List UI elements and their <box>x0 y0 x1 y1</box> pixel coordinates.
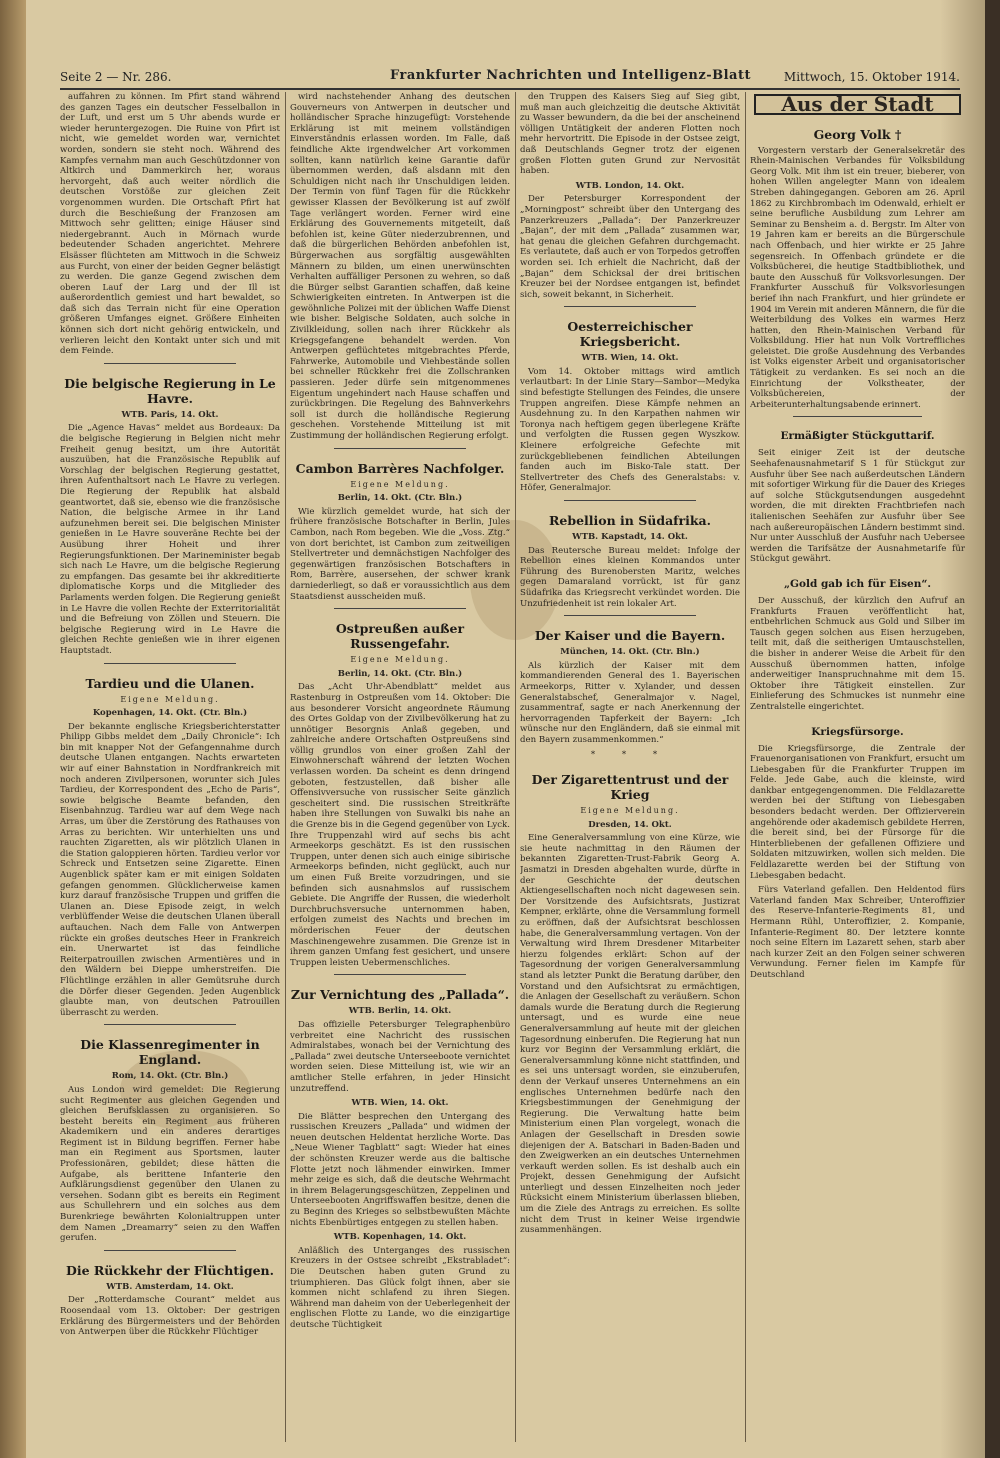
star-separator: * * * <box>590 749 670 760</box>
article-text: Das „Acht Uhr-Abendblatt“ meldet aus Rastenburg in Ostpreußen vom 14. Oktober: Die aus besonderer Vorsicht angeordnete Räumung des Ortes Goldap von der Zivilbevölkerung hat zu unnötiger Besorgnis Anlaß gegeben, und zahlreiche andere Ortschaften Ostpreußens sind völlig grundlos von einer großen Zahl der Einwohnerschaft während der letzten Wochen verlassen worden. Da scheint es denn dringend geboten, festzustellen, daß bisher alle Offensivversuche von russischer Seite gänzlich gescheitert sind. Die russischen Streitkräfte haben ihre Stellungen von Suwalki bis nahe an die Grenze bis in die Gegend gegenüber von Lyck. Ihre Truppenzahl wird auf sechs bis acht Armeekorps geschätzt. Es ist den russischen Truppen, unter denen sich auch einige sibirische Armeekorps befinden, nicht geglückt, auch nur um einen Fuß Breite vorzudringen, und sie befinden sich ausnahmslos auf russischem Gebiete. Die Angriffe der Russen, die wiederholt Durchbruchsversuche unternommen haben, erfolgen zumeist des Nachts und brechen im mörderischen Feuer der deutschen Maschinengewehre zusammen. Die Grenze ist in ihrem ganzen Umfang fest gesichert, und unsere Truppen leisten Uebermenschliches. <box>290 682 510 968</box>
article-headline: Cambon Barrères Nachfolger. <box>295 460 505 476</box>
separator <box>334 974 466 975</box>
article-headline: Die belgische Regierung in Le Havre. <box>64 375 276 406</box>
column-3 <box>520 92 740 1442</box>
article-headline: „Gold gab ich für Eisen“. <box>783 577 932 590</box>
article-headline: Die Klassenregimenter in England. <box>80 1037 260 1068</box>
issue-date: Mittwoch, 15. Oktober 1914. <box>783 70 960 84</box>
article-headline: Rebellion in Südafrika. <box>548 513 712 528</box>
article-text: Seit einiger Zeit ist der deutsche Seehafenausnahmetarif S 1 für Stückgut zur Ausfuhr über See nach außerdeutschen Ländern mit sofortiger Wirkung für die Dauer des Krieges auf solche Stückgutsendungen ausgedehnt worden, die mit direkten Frachtbriefen nach italienischen Seehäfen zur Ausfuhr über See nach außereuropäischen Ländern bestimmt sind. Nur unter Ausschluß der Ausfuhr nach Uebersee werden die Tarifsätze der Ausnahmetarife für Stückgut gewährt. <box>750 448 965 565</box>
article-text: Der bekannte englische Kriegsberichterstatter Philipp Gibbs meldet dem „Daily Chronicle“: Ich bin mit knapper Not der Gefangennahme durch deutsche Ulanen entgangen. Nachts erwarteten wir auf einer Bahnstation in Nordfrankreich mit noch anderen Zivilpersonen, worunter sich Jules Tardieu, der Korrespondent des „Echo de Paris“, sowie belgische Beamte befanden, den Eisenbahnzug. Tardieu war auf dem Wege nach Arras, um über die Zerstörung des Rathauses von Arras zu berichten. Wir unterhielten uns und rauchten Zigaretten, als wir plötzlich Ulanen in die Station galoppieren hörten. Tardieu verlor vor Schreck und Entsetzen seine Zigarette. Einen Augenblick später kam er mit einigen Soldaten gefangen genommen. Glücklicherweise kamen kurz darauf französische Truppen und griffen die Ulanen an. Diese Episode zeigt, in welch verblüffender Weise die deutschen Ulanen überall auftauchen. Nach dem Falle von Antwerpen rückte ein großes deutsches Heer in Frankreich ein. Unerwartet ist das feindliche Reiterpatrouillen zwischen Armentières und in den Wäldern bei Dieppe umherstreifen. Die Flüchtlinge erzählen in aller Gemütsruhe durch die Dörfer dieser Gegenden. Jeden Augenblick glaubte man, von deutschen Patrouillen überrascht zu werden. <box>60 721 280 1018</box>
column-2 <box>290 92 510 1442</box>
separator <box>104 363 236 364</box>
column-1 <box>60 92 280 1442</box>
article-text: Das Reutersche Bureau meldet: Infolge der Rebellion eines kleinen Kommandos unter Führung des Burenobersten Maritz, welches gegen Damaraland vorrückt, ist für ganz Südafrika das Kriegsrecht verkündet worden. Die Unzufriedenheit ist rein lokaler Art. <box>520 545 740 609</box>
page-number: Seite 2 — Nr. 286. <box>60 70 172 84</box>
dateline: WTB. London, 14. Okt. <box>575 180 685 191</box>
source-line: Eigene Meldung. <box>350 655 450 665</box>
article-text: wird nachstehender Anhang des deutschen Gouverneurs von Antwerpen in deutscher und holländischer Sprache hinzugefügt: Vorstehende Erklärung ist mit meinem vollständigen Einverständnis erlassen worden. Im Falle, daß feindliche Akte irgendwelcher Art vorkommen sollten, kann natürlich keine Garantie dafür übernommen werden, daß alsdann mit den Schuldigen nicht nach ihr Unschuldigen leiden. Der Termin von fünf Tagen für die Rückkehr gewisser Klassen der Bevölkerung ist auf zwölf Tage verlängert worden. Ferner wird eine Erklärung des Gouvernements mitgeteilt, daß befohlen ist, keine Güter niederzubrennen, und daß die bürgerlichen Behörden anbefohlen ist, Bürgerwachen aus sorgfältig ausgewählten Männern zu bilden, um einen unerwünschten Verhalten auffälliger Personen zu wehren, so daß die Bürger selbst Garantien schaffen, daß keine Schwierigkeiten eintreten. In Antwerpen ist die gewöhnliche Polizei mit der üblichen Waffe Dienst wie bisher. Belgische Soldaten, auch solche in Zivilkleidung, sollen nach ihrer Rückkehr als Kriegsgefangene behandelt werden. Von Antwerpen geflüchtetes mitgebrachtes Pferde, Fahrwerke, Automobile und Viehbestände sollen bei schneller Rückkehr frei die Zollschranken passieren. Jeder dürfe sein mitgenommenes Eigentum ungehindert nach Hause schaffen und zurückbringen. Die Regelung des Bahnverkehrs soll ist durch die holländische Regierung geschehen. Vorstehende Mitteilung ist mit Zustimmung der holländischen Regierung erfolgt. <box>290 92 510 441</box>
separator <box>793 416 922 417</box>
article-text: Die Kriegsfürsorge, die Zentrale der Frauenorganisationen von Frankfurt, ersucht um Liebesgaben für die Frankfurter Truppen im Felde. Jede Gabe, auch die kleinste, wird dankbar entgegengenommen. Die Feldlazarette werden bei der Stiftung von Liebesgaben besonders bedacht werden. Der Offizierverein angehörende oder akademisch gebildete Herren, die bereit sind, bei der Fürsorge für die Hinterbliebenen der gefallenen Offiziere und Soldaten mitzuwirken, wollen sich melden. Die Feldlazarette werden bei der Stiftung von Liebesgaben bedacht. <box>750 743 965 881</box>
dateline: Dresden, 14. Okt. <box>588 819 672 830</box>
separator <box>334 448 466 449</box>
article-text: Vom 14. Oktober mittags wird amtlich verlautbart: In der Linie Stary—Sambor—Medyka sind befestigte Stellungen des Feindes, die unsere Truppen angreifen. Diese Kämpfe nehmen an Ausdehnung zu. In den Karpathen nahmen wir Toronya nach heftigem gegen überlegene Kräfte und verfolgten die Russen gegen Wyszkow. Kleinere erfolgreiche Gefechte mit zurückgebliebenen feindlichen Abteilungen fanden auch im Bisko-Tale statt. Der Stellvertreter des Chefs des Generalstabs: v. Höfer, Generalmajor. <box>520 366 740 494</box>
page-binding-edge <box>0 0 26 1458</box>
background-edge <box>985 0 1000 1458</box>
separator <box>334 608 466 609</box>
column-divider <box>515 92 516 1442</box>
column-divider <box>745 92 746 1442</box>
article-headline: Der Kaiser und die Bayern. <box>534 628 726 644</box>
dateline: WTB. Wien, 14. Okt. <box>581 353 679 364</box>
article-headline: Der Zigarettentrust und der Krieg <box>531 772 729 803</box>
article-text: auffahren zu können. Im Pfirt stand während des ganzen Tages ein deutscher Fesselballon in der Luft, und erst um 5 Uhr abends wurde er wieder heruntergezogen. Die Ruine von Pfirt ist nicht, wie gemeldet worden war, vernichtet worden, sondern sie steht noch. Während des Kampfes vernahm man auch Geschützdonner von Altkirch und Dammerkirch her, woraus hervorgeht, daß auch weiter nördlich die deutschen Vorstöße zur gleichen Zeit vorgenommen wurden. Die Ortschaft Pfirt hat durch die Beschießung der Franzosen am Mittwoch sehr gelitten; einige Häuser sind niedergebrannt. Auch in Mörnach wurde bedeutender Schaden angerichtet. Mehrere Elsässer flüchteten am Mittwoch in die Schweiz aus Furcht, von einer der beiden Gegner belästigt zu werden. Die ganze Gegend zwischen dem oberen Lauf der Larg und der Ill ist außerordentlich gemiest und hart bewaldet, so daß sich das Terrain nicht für eine Operation größeren Umfanges eignet. Größere Einheiten können sich dort nicht gehörig entwickeln, und verlieren leicht den Kontakt unter sich und mit dem Feinde. <box>60 92 280 357</box>
article-headline: Oesterreichischer Kriegsbericht. <box>567 319 693 350</box>
dateline: Berlin, 14. Okt. (Ctr. Bln.) <box>337 668 463 679</box>
source-line: Eigene Meldung. <box>350 479 450 489</box>
obituary-headline: Georg Volk † <box>813 126 902 142</box>
section-title: Aus der Stadt <box>754 94 961 115</box>
article-text: Der Ausschuß, der kürzlich den Aufruf an Frankfurts Frauen veröffentlicht hat, entbehrlichen Schmuck aus Gold und Silber im Tausch gegen solchen aus Eisen herzugeben, teilt mit, daß die seitherigen Umtauschstellen, die bisher in anderer Weise die Arbeit für den Ausschuß übernommen hatten, infolge anderweitiger Inanspruchnahme mit dem 15. Oktober ihre Tätigkeit einstellen. Zur Einlieferung des Schmuckes ist nunmehr eine Zentralstelle eingerichtet. <box>750 595 965 712</box>
article-text: Als kürzlich der Kaiser mit dem kommandierenden General des 1. Bayerischen Armeekorps, Ritter v. Xylander, und dessen Generalstabschef, Generalmajor v. Nagel, zusammentraf, sagte er nach Anerkennung der hervorragenden Tapferkeit der Bayern: „Ich wünsche nur den Engländern, daß sie einmal mit den Bayern zusammenkommen.“ <box>520 660 740 745</box>
dateline: Kopenhagen, 14. Okt. (Ctr. Bln.) <box>92 708 248 719</box>
dateline: Rom, 14. Okt. (Ctr. Bln.) <box>111 1071 229 1082</box>
separator <box>564 306 696 307</box>
article-text: Vorgestern verstarb der Generalsekretär des Rhein-Mainischen Verbandes für Volksbildung Georg Volk. Mit ihm ist ein treuer, bieberer, von hohen Willen angelegter Mann von idealem Streben dahingegangen. Geboren am 26. April 1862 zu Kirchbrombach im Odenwald, erhielt er seine berufliche Ausbildung zum Lehrer am Seminar zu Bensheim a. d. Bergstr. Im Alter von 19 Jahren kam er bereits an die Bürgerschule nach Offenbach, und hier wirkte er 25 Jahre segensreich. In Offenbach gründete er die Volksbücherei, die heutige Stadtbibliothek, und baute den Ausschuß für Volksvorlesungen. Der Frankfurter Ausschuß für Volksvorlesungen berief ihn nach Frankfurt, und hier gründete er 1904 im Verein mit anderen Männern, die für die Weiterbildung des Volkes ein warmes Herz hatten, den Rhein-Mainischen Verband für Volksbildung. Hier hat nun Volk Vortreffliches geleistet. Die große Ausdehnung des Verbandes ist Volks eigenster Arbeit und organisatorischer Tätigkeit zu verdanken. Es sei noch an die Einrichtung der Volkstheater, der Volksbüchereien, der Arbeiterunterhaltungsabende erinnert. <box>750 145 965 410</box>
article-headline: Kriegsfürsorge. <box>811 725 904 738</box>
article-text: Aus London wird gemeldet: Die Regierung sucht Regimenter aus gleichen Gegenden und gleichen Berufsklassen zu organisieren. So besteht bereits ein Regiment aus früheren Akademikern und ein anderes derartiges Regiment ist in Bildung begriffen. Ferner habe man ein Regiment aus Sportsmen, lauter Professionären, gebildet; diese hätten die Aufgabe, als berittene Infanterie den Aufklärungsdienst gegenüber den Ulanen zu versehen. Sodann gibt es bereits ein Regiment aus Schullehrern und ein solches aus dem Burenkriege bewährten Kolonialtruppen unter dem Namen „Dreamarry“ seien zu den Waffen gerufen. <box>60 1084 280 1244</box>
article-text: Das offizielle Petersburger Telegraphenbüro verbreitet eine Nachricht des russischen Admiralstabes, wonach bei der Vernichtung des „Pallada“ zwei deutsche Unterseeboote vernichtet worden seien. Diese Mitteilung ist, wie wir an amtlicher Stelle erfahren, in jeder Hinsicht unzutreffend. <box>290 1019 510 1094</box>
article-text: Eine Generalversammlung von eine Kürze, wie sie heute nachmittag in den Räumen der bekannten Zigaretten-Trust-Fabrik Georg A. Jasmatzi in Dresden abgehalten wurde, dürfte in der Geschichte der deutschen Aktiengesellschaften noch nicht dagewesen sein. Der Vorsitzende des Aufsichtsrats, Justizrat Kempner, erklärte, ohne die Versammlung formell zu eröffnen, daß der Aufsichtsrat beschlossen habe, die Generalversammlung vertagen. Von der Verwaltung wird Ihrem Dresdener Mitarbeiter hierzu folgendes erklärt: Schon auf der Tagesordnung der vorigen Generalversammlung stand als letzter Punkt die Beratung darüber, den Vorstand und den Aufsichtsrat zu ermächtigen, die Anlagen der Gesellschaft zu veräußern. Schon damals wurde die Beratung durch die Regierung untersagt, und es wurde eine neue Generalversammlung auf heute mit der gleichen Tagesordnung einberufen. Die Regierung hat nun kurz vor Beginn der Versammlung erklärt, die Generalversammlung könne nicht stattfinden, und es sei uns untersagt worden, sie einzuberufen, denn der Verkauf unseres Unternehmens an ein englisches Unternehmen bedürfe nach den Kriegsbestimmungen der Genehmigung der Regierung. Die Verwaltung hatte beim Ministerium einen Plan vorgelegt, wonach die Anlagen der Gesellschaft in Dresden sowie diejenigen der A. Batschari in Baden-Baden und den Zweigwerken an ein deutsches Unternehmen verkauft werden sollen. Es ist deshalb auch ein Projekt, dessen Genehmigung der Aufsicht unterliegt und dessen Einzelheiten noch jeder Rücksicht einem Ministerium überlassen blieben, um die Ziele des Antrags zu erreichen. Es sollte nicht dem Trust in keiner Weise irgendwie zusammenhängen. <box>520 833 740 1236</box>
dateline: WTB. Kopenhagen, 14. Okt. <box>333 1232 467 1243</box>
article-headline: Die Rückkehr der Flüchtigen. <box>66 1262 274 1278</box>
article-text: Anläßlich des Unterganges des russischen Kreuzers in der Ostsee schreibt „Ekstrabladet“: Die Deutschen haben guten Grund zu triumphieren. Das Glück folgt ihnen, aber sie kommen nicht schlafend zu ihren Siegen. Während man daheim von der Ueberlegenheit der englischen Flotte zu Lande, wo die einzigartige deutsche Tüchtigkeit <box>290 1245 510 1330</box>
article-headline: Ermäßigter Stückguttarif. <box>780 430 935 443</box>
separator <box>104 1250 236 1251</box>
article-headline: Tardieu und die Ulanen. <box>85 675 255 691</box>
article-text: den Truppen des Kaisers Sieg auf Sieg gibt, muß man auch gleichzeitig die deutsche Aktivität zu Wasser bewundern, da die bei der anscheinend völligen Untätigkeit der anderen Flotten noch mehr hervortritt. Die Episode in der Ostsee zeigt, daß Deutschlands Gegner trotz der eigenen großen Flotten guten Grund zur Nervosität haben. <box>520 92 740 177</box>
separator <box>564 500 696 501</box>
article-text: Der „Rotterdamsche Courant“ meldet aus Roosendaal vom 13. Oktober: Der gestrigen Erklärung des Bürgermeisters und der Behörden von Antwerpen über die Rückkehr Flüchtiger <box>60 1295 280 1338</box>
article-text: Fürs Vaterland gefallen. Den Heldentod fürs Vaterland fanden Max Schreiber, Unteroffizier des Reserve-Infanterie-Regiments 81, und Hermann Rühl, Unteroffizier, 2. Kompanie, Infanterie-Regiment 80. Der letztere konnte noch seine Eltern im Lazarett sehen, starb aber nach kurzer Zeit an den Folgen seiner schweren Verwundung. Ferner fielen im Kampfe für Deutschland <box>750 885 965 980</box>
page-header <box>60 66 960 90</box>
dateline: WTB. Amsterdam, 14. Okt. <box>106 1281 234 1292</box>
dateline: WTB. Wien, 14. Okt. <box>351 1098 449 1109</box>
dateline: Berlin, 14. Okt. (Ctr. Bln.) <box>337 493 463 504</box>
column-4 <box>750 92 965 1442</box>
article-text: Die Blätter besprechen den Untergang des russischen Kreuzers „Pallada“ und widmen der neuen deutschen Heldentat herzliche Worte. Das „Neue Wiener Tagblatt“ sagt: Wieder hat eines der schönsten Kreuzer werde aus die baltische Flotte jetzt noch lähmender einwirken. Immer mehr zeige es sich, daß die deutsche Wehrmacht in ihrem Belagerungsgeschützen, Zeppelinen und Unterseebooten Angriffswaffen besitze, denen die zu Beginn des Krieges so selbstbewußten Mächte nichts Ebenbürtiges entgegen zu stellen haben. <box>290 1111 510 1228</box>
dateline: WTB. Berlin, 14. Okt. <box>348 1006 452 1017</box>
article-text: Der Petersburger Korrespondent der „Morningpost“ schreibt über den Untergang des Panzerkreuzers „Pallada“: Der Panzerkreuzer „Bajan“, der mit dem „Pallada“ zusammen war, hat genau die gleichen Gefahren durchgemacht. Es verlautete, daß auch er von Torpedos getroffen worden sei. Ich erhielt die Nachricht, daß der „Bajan“ dem Schicksal der drei britischen Kreuzer bei der Nordsee entgangen ist, befindet sich, soweit bekannt, in Sicherheit. <box>520 194 740 300</box>
dateline: München, 14. Okt. (Ctr. Bln.) <box>560 647 700 658</box>
dateline: WTB. Paris, 14. Okt. <box>121 409 219 420</box>
dateline: WTB. Kapstadt, 14. Okt. <box>572 532 688 542</box>
separator <box>104 1024 236 1025</box>
separator <box>104 663 236 664</box>
column-divider <box>285 92 286 1442</box>
source-line: Eigene Meldung. <box>120 694 220 704</box>
article-headline: Ostpreußen außer Russengefahr. <box>335 621 465 652</box>
separator <box>564 615 696 616</box>
newspaper-title: Frankfurter Nachrichten und Intelligenz-Blatt <box>390 68 751 83</box>
article-text: Wie kürzlich gemeldet wurde, hat sich der frühere französische Botschafter in Berlin, Jules Cambon, nach Rom begeben. Wie die „Voss. Ztg.“ von dort berichtet, ist Cambon zum zeitweiligen Stellvertreter und demnächstigen Nachfolger des gegenwärtigen französischen Botschafters in Rom, Barrère, ausersehen, der schwer krank darniederliegt, so daß er voraussichtlich aus dem Staatsdienst ausscheiden muß. <box>290 506 510 602</box>
source-line: Eigene Meldung. <box>580 806 680 816</box>
article-headline: Zur Vernichtung des „Pallada“. <box>290 987 510 1003</box>
article-text: Die „Agence Havas“ meldet aus Bordeaux: Da die belgische Regierung in Belgien nicht mehr Freiheit genug besitzt, um ihre Autorität auszuüben, hat die Französische Republik auf Vorschlag der belgischen Regierung gestattet, ihren Aufenthaltsort nach Le Havre zu verlegen. Die Regierung der Republik hat alsbald geantwortet, daß sie, ebenso wie die französische Nation, die belgische Armee in ihr Land aufzunehmen bereit sei. Die belgischen Minister genießen in Le Havre souveräne Rechte bei der Ausübung ihrer Hoheit und ihrer Regierungsfunktionen. Der Marineminister begab sich nach Le Havre, um die belgische Regierung zu empfangen. Das gesamte bei ihr akkreditierte diplomatische Korps und die Mitglieder des Parlaments werden folgen. Die Regierung genießt in Le Havre die vollen Rechte der Exterritorialität und die Befreiung von Zöllen und Steuern. Die belgische Regierung wird in Le Havre die gleichen Rechte genießen wie in ihrer eigenen Hauptstadt. <box>60 423 280 656</box>
